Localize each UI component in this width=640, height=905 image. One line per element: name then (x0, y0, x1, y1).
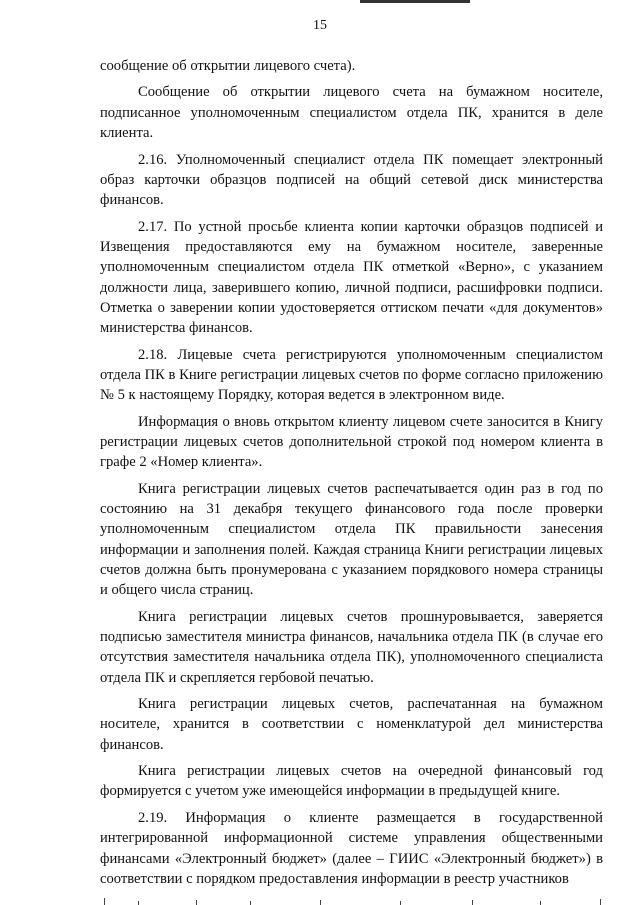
paragraph-book-storage: Книга регистрации лицевых счетов, распечатанная на бумажном носителе, хранится в соответствии с номенклатурой дел министерства финансов. (100, 696, 603, 753)
paragraph-2-16: 2.16. Уполномоченный специалист отдела ПК помещает электронный образ карточки образцов подписей на общий сетевой диск министерства финансов. (100, 151, 603, 209)
paragraph-book-next-year: Книга регистрации лицевых счетов на очередной финансовый год формируется с учетом уже имеющейся информации в предыдущей книге. (100, 763, 603, 800)
scan-edge-mark (360, 0, 470, 3)
document-body (100, 56, 603, 895)
paragraph-2-19: 2.19. Информация о клиенте размещается в государственной интегрированной информационной системе управления общественными финансами «Электронный бюджет» (далее – ГИИС «Электронный бюджет») в соответствии с порядком предоставления информации в реестр участников (100, 809, 603, 887)
page-number: 15 (313, 18, 327, 33)
paragraph-2-17: 2.17. По устной просьбе клиента копии карточки образцов подписей и Извещения предоставляются ему на бумажном носителе, заверенные уполномоченным специалистом отдела ПК отметкой «Верно», с указанием должности лица, заверившего копию, личной подписи, расшифровки подписи. Отметка о заверении копии удостоверяется оттиском печати «для документов» министерства финансов. (100, 218, 603, 337)
paragraph-account-notice: Сообщение об открытии лицевого счета на бумажном носителе, подписанное уполномоченным специалистом отдела ПК, хранится в деле клиента. (100, 84, 603, 142)
paragraph-new-account-info: Информация о вновь открытом клиенту лицевом счете заносится в Книгу регистрации лицевых счетов дополнительной строкой под номером клиента в графе 2 «Номер клиента». (100, 413, 603, 471)
paragraph-continuation: сообщение об открытии лицевого счета). (100, 58, 356, 74)
paragraph-book-printing: Книга регистрации лицевых счетов распечатывается один раз в год по состоянию на 31 декабря текущего финансового года после проверки уполномоченным специалистом отдела ПК правильности занесения информации и заполнения полей. Каждая страница Книги регистрации лицевых счетов должна быть пронумерована с указанием порядкового номера страницы и общего числа страниц. (100, 480, 603, 599)
paragraph-book-binding: Книга регистрации лицевых счетов прошнуровывается, заверяется подписью заместителя министра финансов, начальника отдела ПК (в случае его отсутствия заместителя начальника отдела ПК), уполномоченного специалиста отдела ПК и скрепляется гербовой печатью. (100, 608, 603, 686)
scan-footer-marks (100, 895, 603, 905)
paragraph-2-18: 2.18. Лицевые счета регистрируются уполномоченным специалистом отдела ПК в Книге регистрации лицевых счетов по форме согласно приложению № 5 к настоящему Порядку, которая ведется в электронном виде. (100, 346, 603, 404)
